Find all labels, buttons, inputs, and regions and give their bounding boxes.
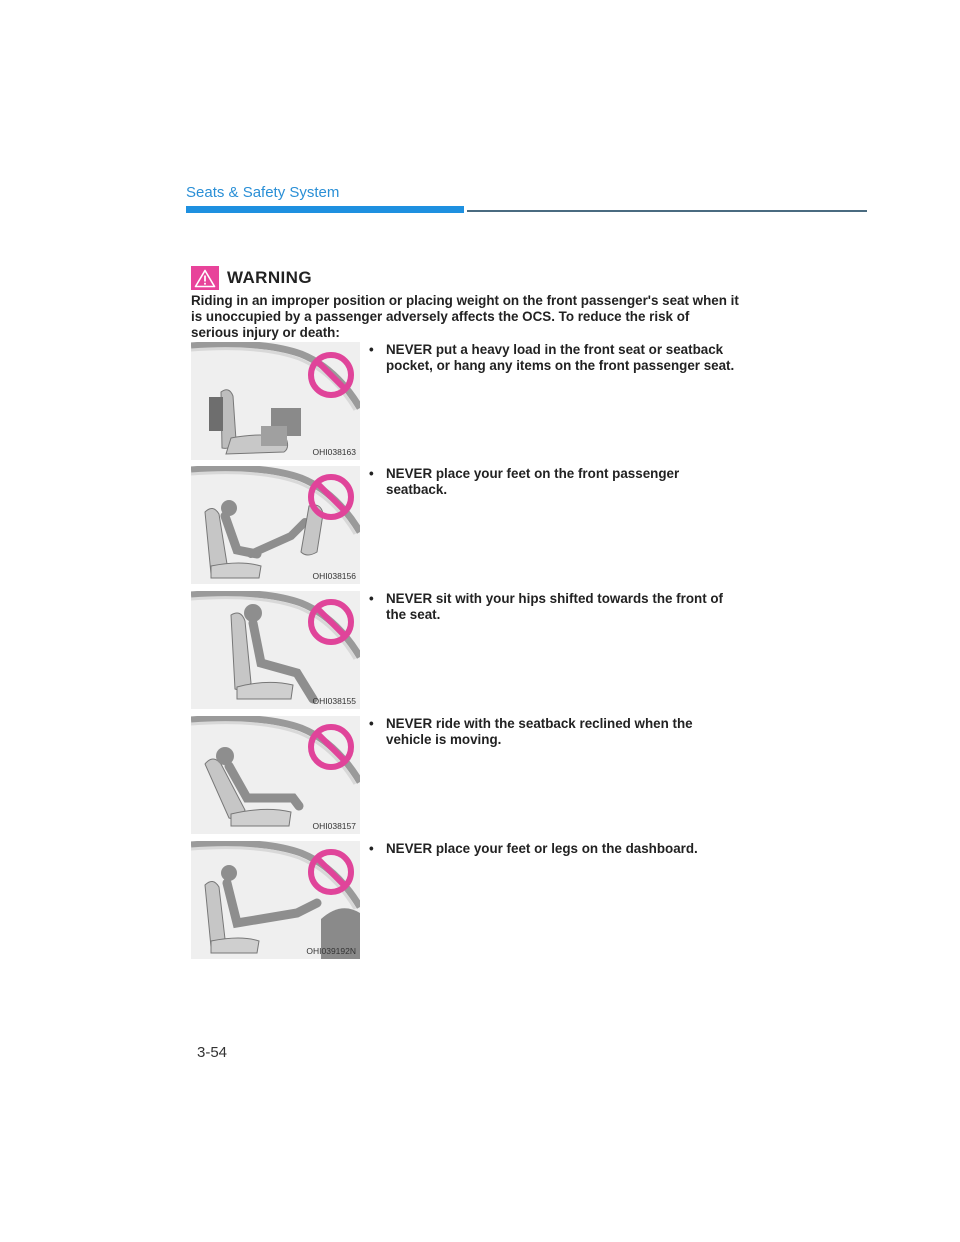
warning-item [191,716,751,834]
warning-item [191,466,751,584]
bullet-mark: • [369,716,374,731]
bullet-text: NEVER ride with the seatback reclined when the vehicle is moving. [386,716,693,747]
illustration [191,841,360,959]
bullet-mark: • [369,591,374,606]
bullet-text: NEVER put a heavy load in the front seat or seatback pocket, or hang any items on the front passenger seat. [386,342,735,373]
bullet-item [369,342,739,374]
figure-code: OHI038156 [312,571,356,581]
warning-item [191,591,751,709]
illustration [191,466,360,584]
figure-code: OHI038155 [312,696,356,706]
header-bar-accent [186,206,464,213]
prohibited-icon [306,472,356,522]
illustration [191,342,360,460]
bullet-text: NEVER sit with your hips shifted towards the front of the seat. [386,591,724,622]
bullet-mark: • [369,466,374,481]
bullet-item [369,841,739,857]
warning-heading [191,266,312,290]
bullet-text: NEVER place your feet or legs on the dashboard. [386,841,698,856]
warning-title: WARNING [227,268,312,287]
prohibited-icon [306,350,356,400]
section-title: Seats & Safety System [186,184,340,201]
prohibited-icon [306,847,356,897]
header-bar-line [467,210,867,212]
bullet-mark: • [369,342,374,357]
illustration [191,591,360,709]
warning-intro: Riding in an improper position or placing weight on the front passenger's seat when it is unoccupied by a passenger adversely affects the OCS. To reduce the risk of serious injury or death: [191,293,739,340]
figure-code: OHI039192N [306,946,356,956]
figure-code: OHI038157 [312,821,356,831]
warning-triangle-icon [191,266,219,290]
bullet-item [369,466,739,498]
bullet-item [369,716,739,748]
page-number: 3-54 [197,1044,228,1061]
bullet-mark: • [369,841,374,856]
warning-item [191,841,751,959]
prohibited-icon [306,597,356,647]
bullet-item [369,591,739,623]
warning-item [191,342,751,460]
prohibited-icon [306,722,356,772]
bullet-text: NEVER place your feet on the front passenger seatback. [386,466,680,497]
figure-code: OHI038163 [312,447,356,457]
illustration [191,716,360,834]
